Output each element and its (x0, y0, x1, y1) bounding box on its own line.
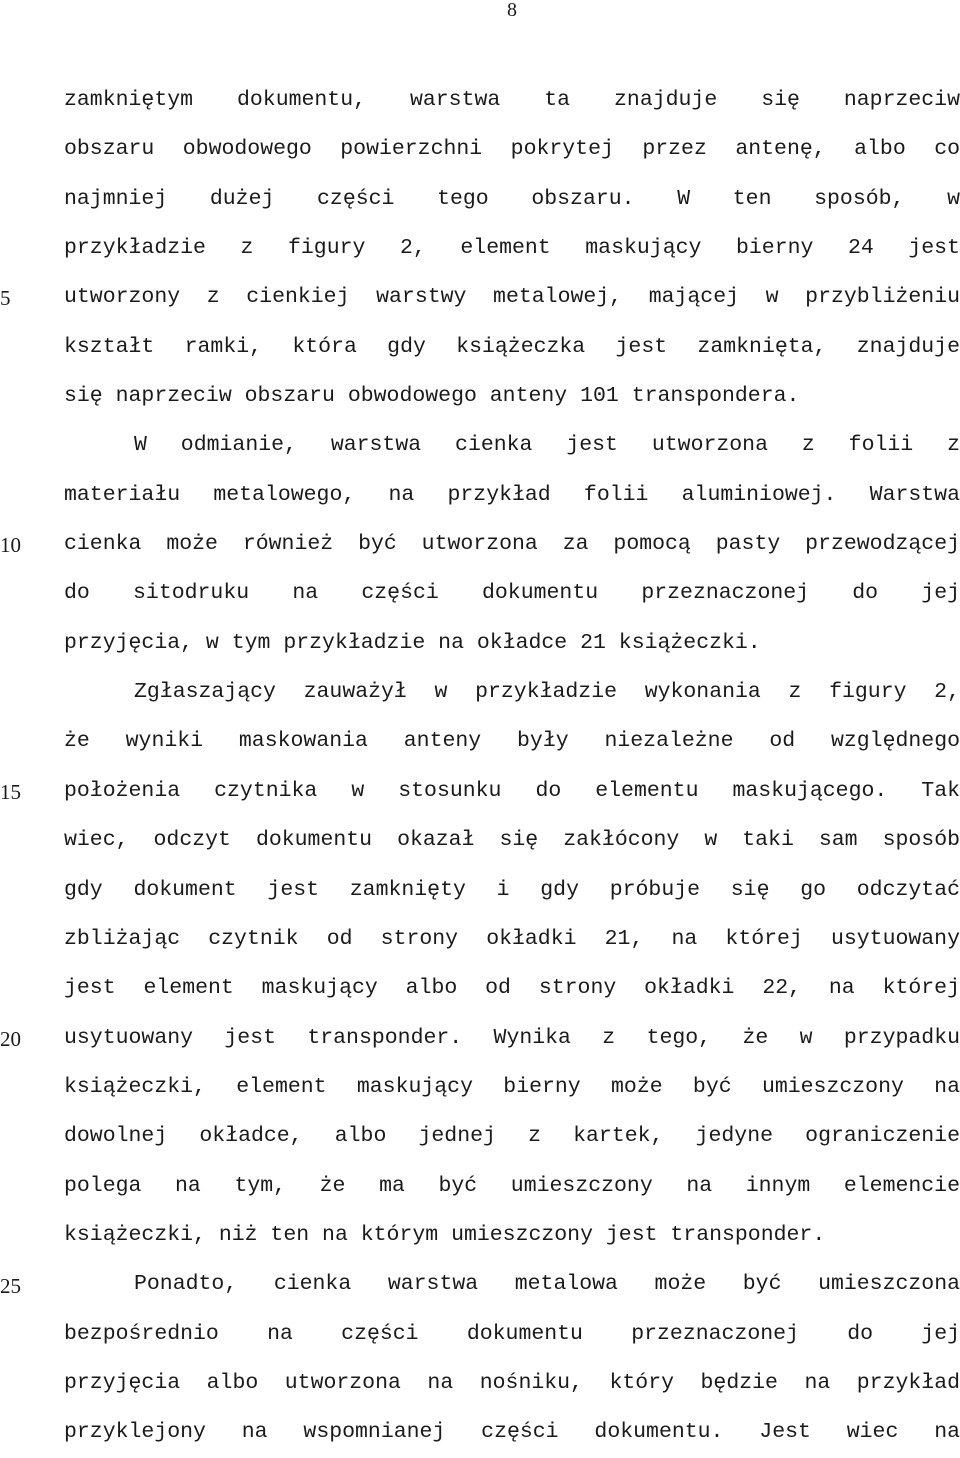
text-line: obszaru obwodowego powierzchni pokrytej przez antenę, albo co (64, 137, 960, 162)
text-line: gdy dokument jest zamknięty i gdy próbuje się go odczytać (64, 877, 960, 902)
text-line: Ponadto, cienka warstwa metalowa może być umieszczona (134, 1272, 960, 1297)
text-line: książeczki, element maskujący bierny może być umieszczony na (64, 1074, 960, 1099)
text-line: przykładzie z figury 2, element maskujący bierny 24 jest (64, 236, 960, 261)
text-line: kształt ramki, która gdy książeczka jest zamknięta, znajduje (64, 334, 960, 359)
text-line: zamkniętym dokumentu, warstwa ta znajduje się naprzeciw (64, 88, 960, 112)
text-line: bezpośrednio na części dokumentu przeznaczonej do jej (64, 1321, 960, 1346)
text-line: że wyniki maskowania anteny były niezależne od względnego (64, 729, 960, 754)
text-line: materiału metalowego, na przykład folii aluminiowej. Warstwa (64, 482, 960, 507)
page-number: 8 (507, 0, 517, 21)
text-line: przyklejony na wspomnianej części dokumentu. Jest wiec na (64, 1420, 960, 1445)
line-number-10: 10 (0, 533, 21, 557)
text-line: W odmianie, warstwa cienka jest utworzona z folii z (134, 433, 960, 458)
text-line: najmniej dużej części tego obszaru. W ten sposób, w (64, 186, 960, 211)
text-line: Zgłaszający zauważył w przykładzie wykonania z figury 2, (134, 680, 960, 705)
text-line: przyjęcia, w tym przykładzie na okładce 21 książeczki. (64, 630, 761, 655)
text-line: usytuowany jest transponder. Wynika z tego, że w przypadku (64, 1025, 960, 1050)
text-line: zbliżając czytnik od strony okładki 21, na której usytuowany (64, 926, 960, 951)
text-line: utworzony z cienkiej warstwy metalowej, mającej w przybliżeniu (64, 285, 960, 310)
text-line: się naprzeciw obszaru obwodowego anteny 101 transpondera. (64, 384, 800, 409)
document-body (64, 76, 960, 1458)
line-number-25: 25 (0, 1274, 21, 1298)
text-line: cienka może również być utworzona za pomocą pasty przewodzącej (64, 532, 960, 557)
text-line: jest element maskujący albo od strony okładki 22, na której (64, 976, 960, 1001)
text-line: do sitodruku na części dokumentu przeznaczonej do jej (64, 581, 960, 606)
text-line: polega na tym, że ma być umieszczony na innym elemencie (64, 1173, 960, 1198)
line-number-15: 15 (0, 780, 21, 804)
line-number-5: 5 (0, 286, 11, 310)
text-line: książeczki, niż ten na którym umieszczony jest transponder. (64, 1222, 826, 1247)
text-line: przyjęcia albo utworzona na nośniku, który będzie na przykład (64, 1370, 960, 1395)
text-line: wiec, odczyt dokumentu okazał się zakłócony w taki sam sposób (64, 828, 960, 853)
text-line: położenia czytnika w stosunku do elementu maskującego. Tak (64, 778, 960, 803)
line-number-20: 20 (0, 1027, 21, 1051)
text-line: dowolnej okładce, albo jednej z kartek, jedyne ograniczenie (64, 1124, 960, 1149)
